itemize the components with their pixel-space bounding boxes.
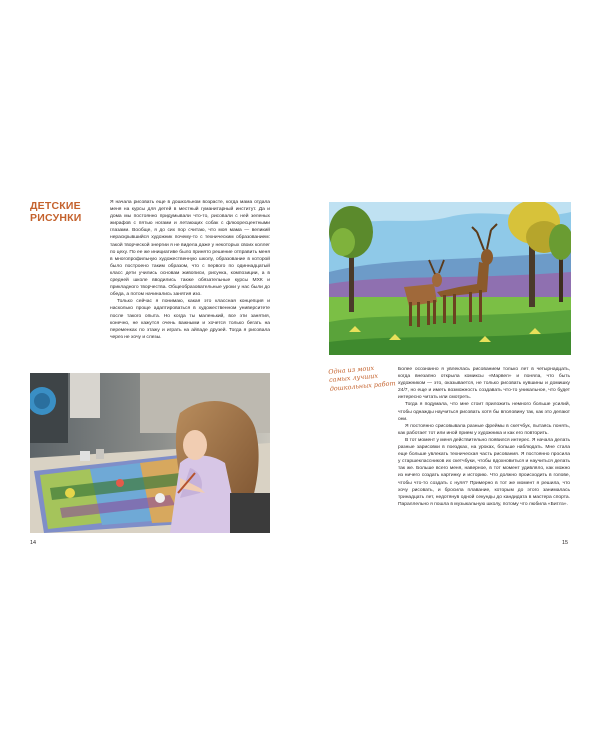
paragraph: Я начала рисовать еще в дошкольном возрасте, когда мама отдала меня на курсы для детей в местный гуманитарный институт. Да и дома мы постоянно придумывали что-то, рисовали с ней зеленых жирафов с пятью ногами и летающих собак с флюоресцентными глазами. Вообще, я до сих пор считаю, что моя мама — великий нераскрывшийся художник почему-то с техническим образованием: такой творческой энергии я не видела даже у некоторых своих коллег по цеху. По ее же инициативе было принято решение отправить меня в многопрофильную художественную школу, образование в которой было построено таким образом, что с первого по одиннадцатый класс дети учились основам живописи, рисунка, композиции, а в средней школе вводились также обязательные курсы МХК и прикладного творчества. Общеобразовательные уроки у нас были до обеда, а потом начинались занятия изо. [110, 200, 270, 298]
girl-painting-photo [30, 373, 270, 533]
left-text-column [110, 199, 270, 341]
paragraph: Более осознанно я увлеклась рисованием только лет в четырнадцать, когда внезапно открыла комиксы «Марвел» и поняла, что быть художником — это, оказывается, не только рисовать кувшины и домишку 24/7, но еще и иметь возможность создавать что-то уникальное, что будет интересно читать или смотреть. [398, 367, 570, 401]
paragraph: Я постоянно срисовывала разные фреймы в скетчбук, пытаясь понять, как работает тот или иной прием у художника и как его повторить. [398, 423, 570, 436]
paragraph: Только сейчас я понимаю, какая это классная концепция и насколько проще адаптироваться в художественном университете после такого опыта. Но когда ты маленький, все эти занятия, конечно, не кажутся очень важными и хочется только бегать на переменках по этажу и играть на айпаде друзей. Тогда я рисовала через не хочу и слезы. [110, 299, 270, 340]
painting-caption: Одна из моих самых лучших дошкольных работ [328, 364, 396, 393]
section-heading-line: РИСУНКИ [30, 212, 82, 224]
deer-painting [329, 202, 571, 355]
paragraph: В тот момент у меня действительно появился интерес. Я начала делать разные зарисовки в поездках, на уроках, больше наблюдать. Мне стала еще больше увлекать техническая часть рисования. Я постоянно просила у старшеклассников их скетчбуки, чтобы вдохновиться и научиться делать так же. Больше всего меня, наверное, в тот момент удивляло, как можно из ничего создать картинку и историю. Что должно происходить в голове, чтобы что-то создать с нуля? Примерно в тот же момент я решила, что хочу рисовать, и бросила плавание, которым до этого занималась тринадцать лет, недотянув одной секунды до кандидата в мастера спорта. Параллельно я пошла в музыкальную школу, потому что любила «Битлз». [398, 437, 570, 507]
right-text-column [398, 366, 570, 508]
paragraph: Тогда я подумала, что мне стоит приложить немного больше усилий, чтобы однажды научиться рисовать хотя бы вполовину так, как это делают они. [398, 402, 570, 422]
page-number-right: 15 [562, 540, 568, 546]
section-heading [30, 200, 110, 224]
page-number-left: 14 [30, 540, 36, 546]
section-heading-line: ДЕТСКИЕ [30, 200, 81, 212]
